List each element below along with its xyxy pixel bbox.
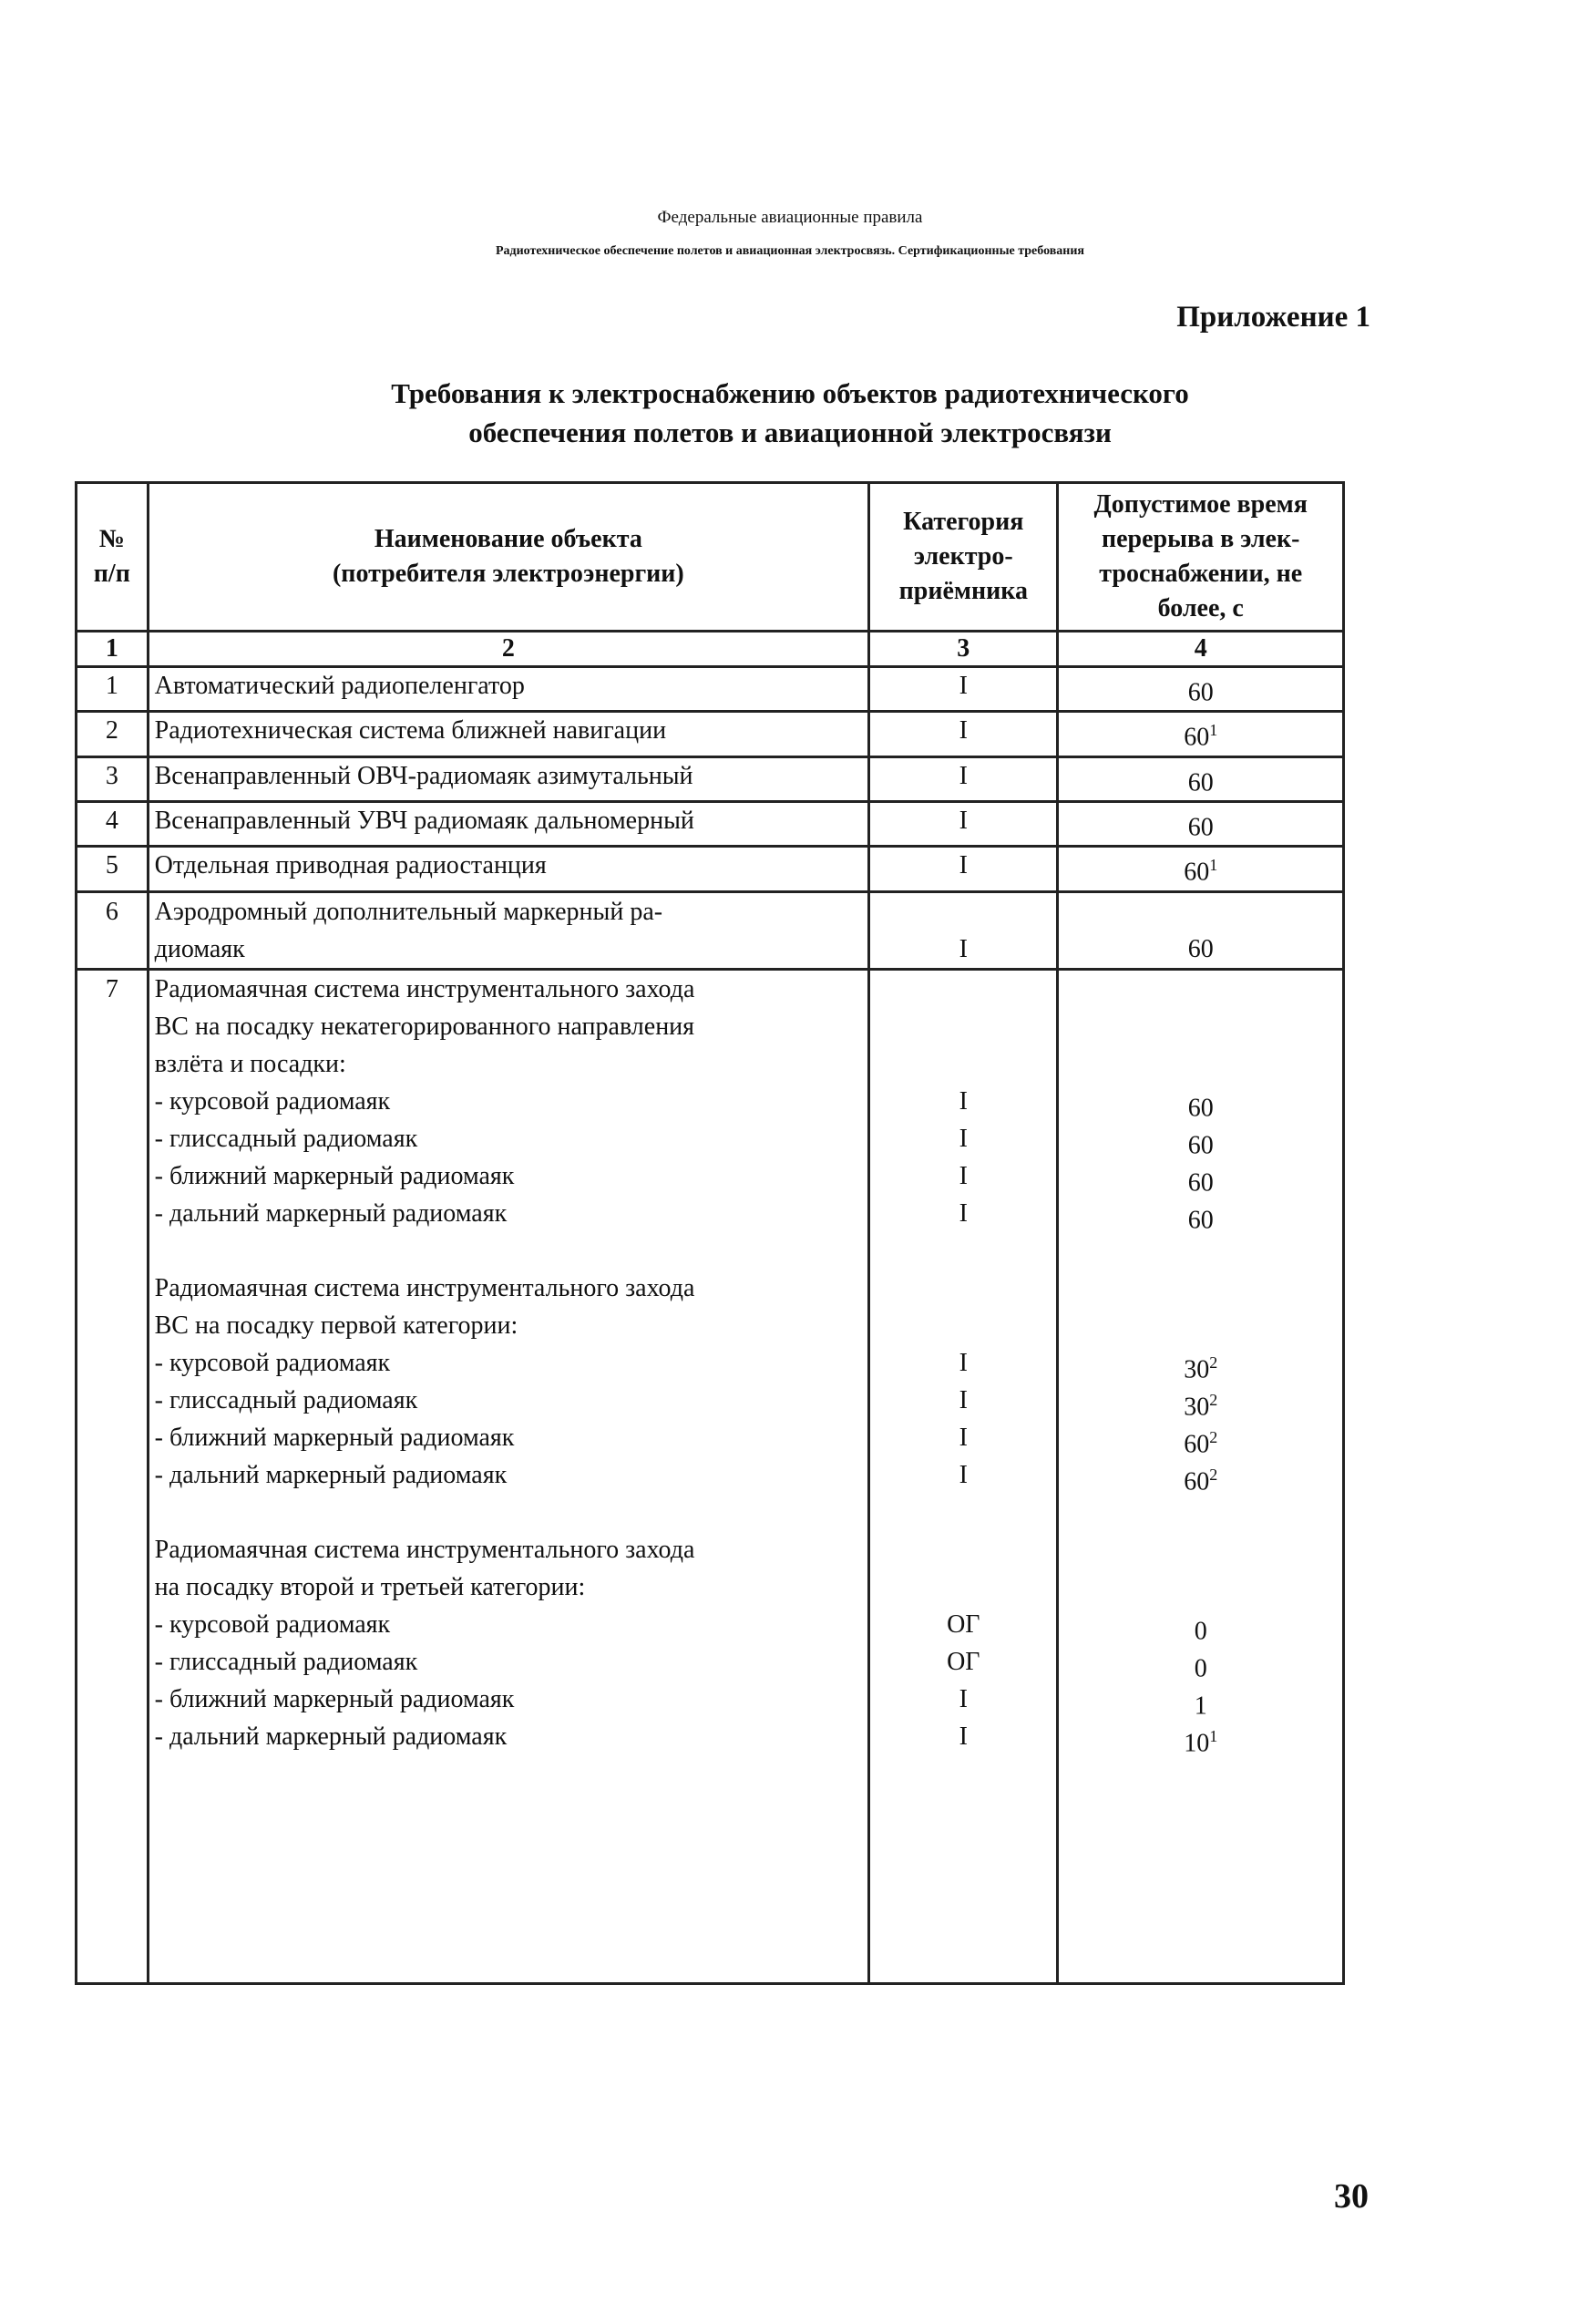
group2-time <box>1064 1344 1337 1382</box>
group2-line-1: Радиомаячная система инструментального захода <box>154 1273 695 1302</box>
table-row <box>77 801 1344 846</box>
row-category: I <box>869 756 1058 801</box>
group2-item: - курсовой радиомаяк <box>154 1348 391 1377</box>
footnote-mark: 1 <box>1209 1726 1218 1745</box>
time-value: 60 <box>1184 1466 1210 1496</box>
header-cat-l1: Категория <box>903 508 1024 536</box>
group1-line-1: Радиомаячная система инструментального захода <box>154 974 695 1003</box>
group1-category: I <box>959 1124 968 1153</box>
time-value: 60 <box>1184 858 1210 887</box>
footnote-mark: 2 <box>1209 1352 1218 1372</box>
row6-name-line-1: Аэродромный дополнительный маркерный ра- <box>154 897 663 926</box>
row-name: Радиотехническая система ближней навигации <box>148 712 869 756</box>
header-time-l3: троснабжении, не <box>1099 560 1303 588</box>
row-num: 5 <box>77 847 149 891</box>
colnum-4: 4 <box>1058 632 1344 667</box>
header-cat-l3: приёмника <box>898 577 1028 605</box>
group1-item: - дальний маркерный радиомаяк <box>154 1198 508 1228</box>
group3-category: ОГ <box>947 1609 980 1639</box>
time-value: 60 <box>1184 723 1210 752</box>
footnote-mark: 2 <box>1209 1390 1218 1409</box>
group3-time <box>1064 1718 1337 1755</box>
time-value: 60 <box>1187 767 1214 797</box>
time-value: 10 <box>1184 1728 1210 1757</box>
row-time <box>1058 847 1344 891</box>
time-value: 0 <box>1194 1616 1207 1645</box>
row-time <box>1058 667 1344 712</box>
time-value: 30 <box>1184 1354 1210 1383</box>
row-name: Автоматический радиопеленгатор <box>148 667 869 712</box>
group2-category: I <box>959 1460 968 1489</box>
group3-line-1: Радиомаячная система инструментального захода <box>154 1535 695 1564</box>
time-value: 0 <box>1194 1653 1207 1682</box>
time-value: 60 <box>1187 1093 1214 1122</box>
time-value: 60 <box>1187 1130 1214 1159</box>
row6-name-line-2: диомаяк <box>154 934 245 963</box>
header-time-l2: перерыва в элек- <box>1102 525 1300 553</box>
group1-category: I <box>959 1161 968 1190</box>
group2-time <box>1064 1456 1337 1494</box>
title-line-1: Требования к электроснабжению объектов радиотехнического <box>391 377 1189 409</box>
column-number-row <box>77 632 1344 667</box>
row-name: Отдельная приводная радиостанция <box>148 847 869 891</box>
group3-time <box>1064 1606 1337 1643</box>
footnote-mark: 1 <box>1209 856 1218 875</box>
appendix-label: Приложение 1 <box>1176 301 1370 334</box>
colnum-3: 3 <box>869 632 1058 667</box>
header-name-l1: Наименование объекта <box>374 525 642 553</box>
group3-item: - курсовой радиомаяк <box>154 1609 391 1639</box>
row-time <box>1058 756 1344 801</box>
row-num: 2 <box>77 712 149 756</box>
group3-time <box>1064 1681 1337 1718</box>
group1-time <box>1064 1120 1337 1157</box>
group1-line-3: взлёта и посадки: <box>154 1049 346 1078</box>
row6-time: 60 <box>1187 934 1214 963</box>
header-time <box>1058 483 1344 632</box>
row-category <box>869 891 1058 969</box>
row-time <box>1058 712 1344 756</box>
group2-item: - дальний маркерный радиомаяк <box>154 1460 508 1489</box>
group2-time <box>1064 1419 1337 1456</box>
row-name <box>148 969 869 1983</box>
group3-item: - дальний маркерный радиомаяк <box>154 1722 508 1751</box>
group1-item: - курсовой радиомаяк <box>154 1086 391 1116</box>
row-time <box>1058 969 1344 1983</box>
header-line-1: Федеральные авиационные правила <box>657 208 923 227</box>
time-value: 1 <box>1194 1691 1207 1720</box>
title-line-2: обеспечения полетов и авиационной электросвязи <box>468 416 1112 448</box>
row-time <box>1058 801 1344 846</box>
group2-line-2: ВС на посадку первой категории: <box>154 1311 518 1340</box>
time-value: 60 <box>1187 1205 1214 1234</box>
group3-time <box>1064 1643 1337 1681</box>
time-value: 60 <box>1184 1429 1210 1458</box>
group2-item: - ближний маркерный радиомаяк <box>154 1423 515 1452</box>
row-num <box>77 969 149 1983</box>
time-value: 60 <box>1187 1167 1214 1197</box>
group2-category: I <box>959 1385 968 1414</box>
row-category <box>869 969 1058 1983</box>
table-row <box>77 756 1344 801</box>
footnote-mark: 1 <box>1209 721 1218 740</box>
row-category: I <box>869 801 1058 846</box>
row-num: 4 <box>77 801 149 846</box>
table-row <box>77 667 1344 712</box>
row-name <box>148 891 869 969</box>
row-category: I <box>869 847 1058 891</box>
header-num <box>77 483 149 632</box>
group1-item: - ближний маркерный радиомаяк <box>154 1161 515 1190</box>
header-name-l2: (потребителя электроэнергии) <box>332 560 684 588</box>
group1-category: I <box>959 1086 968 1116</box>
row-name: Всенаправленный ОВЧ-радиомаяк азимутальный <box>148 756 869 801</box>
group3-item: - ближний маркерный радиомаяк <box>154 1684 515 1713</box>
table-row <box>77 847 1344 891</box>
group1-time <box>1064 1083 1337 1120</box>
table-row-7 <box>77 969 1344 1983</box>
row-category: I <box>869 667 1058 712</box>
time-value: 60 <box>1187 678 1214 707</box>
group1-item: - глиссадный радиомаяк <box>154 1124 418 1153</box>
header-name <box>148 483 869 632</box>
row6-category: I <box>959 934 968 963</box>
header-num-l2: п/п <box>93 560 130 588</box>
group2-time <box>1064 1382 1337 1419</box>
row-num: 6 <box>77 891 149 969</box>
row-num: 1 <box>77 667 149 712</box>
page-title <box>0 374 1580 452</box>
header-num-l1: № <box>98 525 125 553</box>
row-name: Всенаправленный УВЧ радиомаяк дальномерный <box>148 801 869 846</box>
row7-num: 7 <box>105 974 118 1003</box>
group1-line-2: ВС на посадку некатегорированного направления <box>154 1012 695 1041</box>
row-category: I <box>869 712 1058 756</box>
group3-line-2: на посадку второй и третьей категории: <box>154 1572 586 1601</box>
group2-category: I <box>959 1423 968 1452</box>
footnote-mark: 2 <box>1209 1427 1218 1446</box>
row-num: 3 <box>77 756 149 801</box>
page-number: 30 <box>1334 2177 1369 2216</box>
table-row-6 <box>77 891 1344 969</box>
header-line-2: Радиотехническое обеспечение полетов и авиационная электросвязь. Сертификационные требования <box>495 244 1085 258</box>
row-time <box>1058 891 1344 969</box>
header-category <box>869 483 1058 632</box>
group3-item: - глиссадный радиомаяк <box>154 1647 418 1676</box>
table-row <box>77 712 1344 756</box>
header-time-l4: более, с <box>1157 594 1244 622</box>
colnum-1: 1 <box>77 632 149 667</box>
time-value: 30 <box>1184 1392 1210 1421</box>
group3-category: ОГ <box>947 1647 980 1676</box>
group1-time <box>1064 1195 1337 1232</box>
footnote-mark: 2 <box>1209 1465 1218 1484</box>
time-value: 60 <box>1187 813 1214 842</box>
group3-category: I <box>959 1722 968 1751</box>
table-header-row <box>77 483 1344 632</box>
group1-category: I <box>959 1198 968 1228</box>
colnum-2: 2 <box>148 632 869 667</box>
group2-item: - глиссадный радиомаяк <box>154 1385 418 1414</box>
header-time-l1: Допустимое время <box>1093 490 1308 519</box>
group1-time <box>1064 1157 1337 1195</box>
group2-category: I <box>959 1348 968 1377</box>
header-cat-l2: электро- <box>913 542 1013 571</box>
requirements-table <box>75 481 1345 1985</box>
group3-category: I <box>959 1684 968 1713</box>
